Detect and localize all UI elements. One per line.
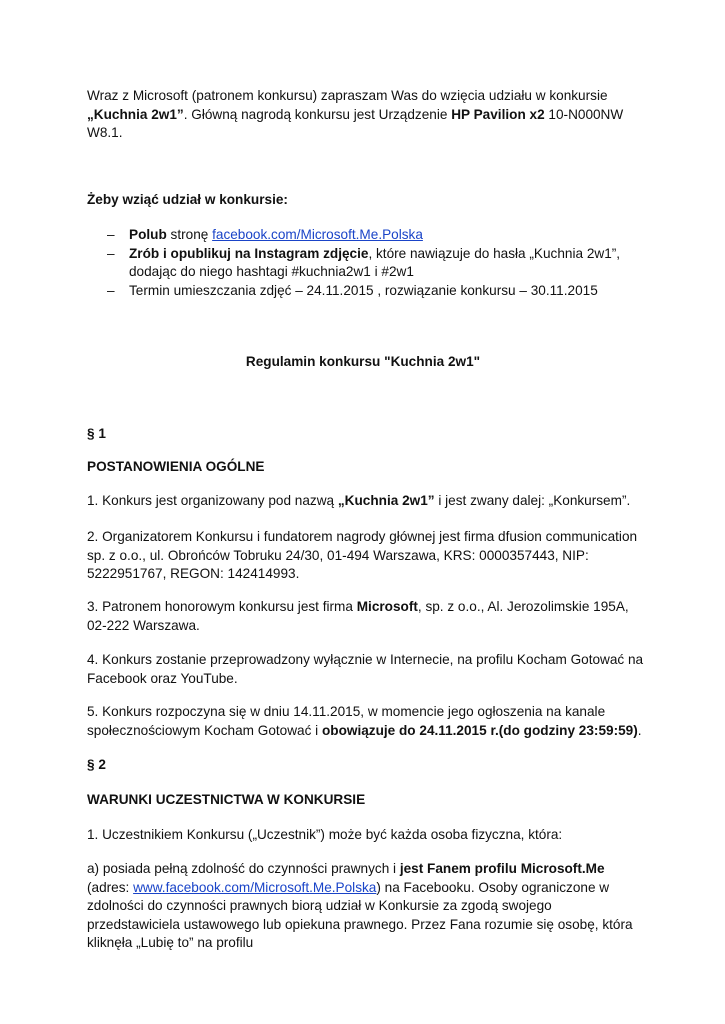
dash-marker: – <box>107 227 115 242</box>
section-1-paragraph-5: 5. Konkurs rozpoczyna się w dniu 14.11.2015, w momencie jego ogłoszenia na kanale społecznościowym Kocham Gotować i obowiązuje do 24.11.2015 r.(do godziny 23:59:59). <box>87 704 642 738</box>
rules-title: Regulamin konkursu "Kuchnia 2w1" <box>245 354 481 369</box>
section-1-paragraph-3: 3. Patronem honorowym konkursu jest firma Microsoft, sp. z o.o., Al. Jerozolimskie 195A, 02-222 Warszawa. <box>87 599 629 633</box>
section-2-paragraph-1: 1. Uczestnikiem Konkursu („Uczestnik”) może być każda osoba fizyczna, która: <box>87 827 563 842</box>
section-2-number: § 2 <box>87 757 106 772</box>
steps-list <box>87 226 647 300</box>
list-item: – Zrób i opublikuj na Instagram zdjęcie, które nawiązuje do hasła „Kuchnia 2w1”, dodając do niego hashtagi #kuchnia2w1 i #2w1 <box>107 245 621 279</box>
section-1-number: § 1 <box>87 426 106 441</box>
prize-name: HP Pavilion x2 <box>451 106 545 122</box>
facebook-page-link[interactable]: facebook.com/Microsoft.Me.Polska <box>212 227 423 242</box>
section-1-paragraph-1: 1. Konkurs jest organizowany pod nazwą „Kuchnia 2w1” i jest zwany dalej: „Konkursem”. <box>87 493 631 508</box>
intro-paragraph <box>87 87 647 143</box>
intro-text: 10-N000NW W8.1. <box>87 106 624 140</box>
how-to-join-heading: Żeby wziąć udział w konkursie: <box>87 192 288 207</box>
section-2-paragraph-a: a) posiada pełną zdolność do czynności prawnych i jest Fanem profilu Microsoft.Me (adres: www.facebook.com/Microsoft.Me.Polska) na Facebooku. Osoby ograniczone w zdolności do czynności prawnych biorą udział w Konkursie za zgodą swojego przedstawiciela ustawowego lub opiekuna prawnego. Przez Fana rozumie się osobę, która kliknęła „Lubię to” na profilu <box>87 861 633 950</box>
dash-marker: – <box>107 282 115 298</box>
section-2-heading: WARUNKI UCZESTNICTWA W KONKURSIE <box>87 792 366 807</box>
contest-name: „Kuchnia 2w1” <box>87 106 184 122</box>
intro-text: Wraz z Microsoft (patronem konkursu) zapraszam Was do wzięcia udziału w konkursie <box>87 88 608 103</box>
list-item: – Termin umieszczania zdjęć – 24.11.2015 , rozwiązanie konkursu – 30.11.2015 <box>87 282 647 301</box>
list-item: – Polub stronę facebook.com/Microsoft.Me.Polska <box>87 226 647 245</box>
intro-text: . Główną nagrodą konkursu jest Urządzenie <box>183 106 452 122</box>
section-1-paragraph-4: 4. Konkurs zostanie przeprowadzony wyłącznie w Internecie, na profilu Kocham Gotować na Facebook oraz YouTube. <box>87 652 644 686</box>
facebook-profile-link[interactable]: www.facebook.com/Microsoft.Me.Polska <box>133 879 377 895</box>
section-1-paragraph-2: 2. Organizatorem Konkursu i fundatorem nagrody głównej jest firma dfusion communication sp. z o.o., ul. Obrońców Tobruku 24/30, 01-494 Warszawa, KRS: 0000357443, NIP: 5222951767, REGON: 142414993. <box>87 529 638 581</box>
section-1-heading: POSTANOWIENIA OGÓLNE <box>87 459 265 474</box>
dash-marker: – <box>107 245 115 261</box>
